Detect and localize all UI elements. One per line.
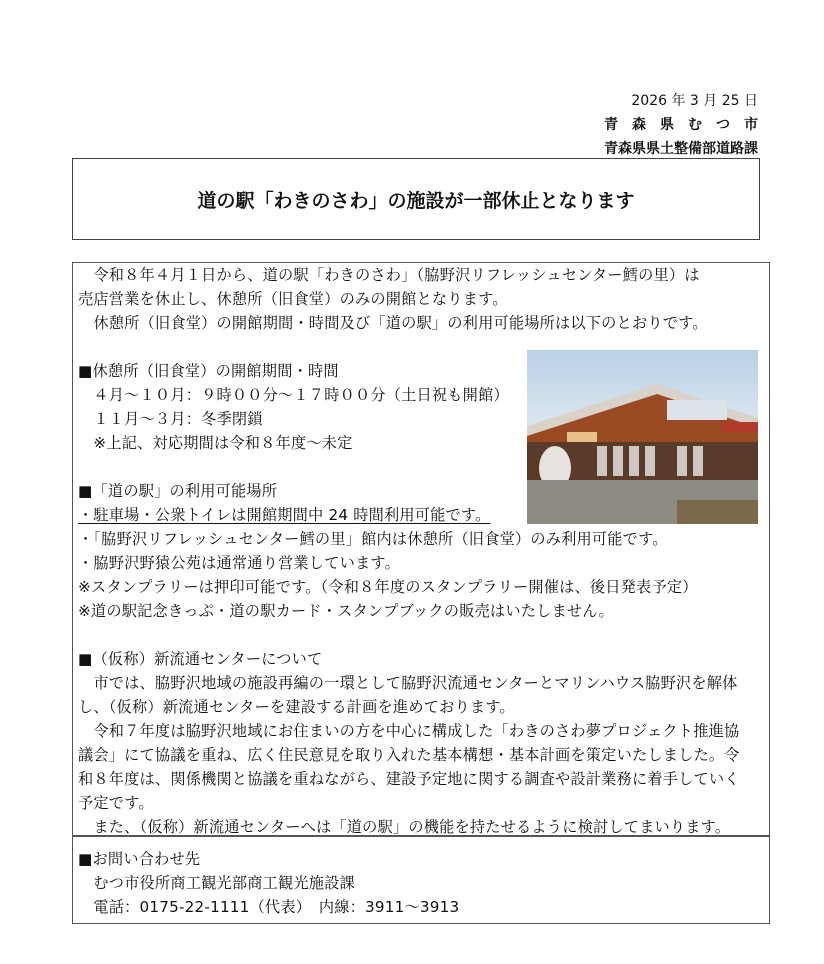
hours-line: １１月～３月：冬季閉鎖 [78, 410, 263, 428]
issuer-dept: 青森県県土整備部道路課 [604, 141, 758, 157]
center-line: 議会」にて協議を重ね、広く住民意見を取り入れた基本構想・基本計画を策定いたしました。令 [78, 746, 740, 764]
date: 2026 年 3 月 25 日 [631, 93, 758, 109]
contact-office: むつ市役所商工観光部商工観光施設課 [78, 874, 355, 892]
contact-phone: 電話：0175-22-1111（代表） 内線：3911～3913 [78, 898, 460, 916]
hours-line: ４月～１０月：９時００分～１７時００分（土日祝も開館） [78, 386, 509, 404]
center-line: また、（仮称）新流通センターへは「道の駅」の機能を持たせるように検討してまいります。 [78, 818, 731, 836]
intro-line-2: 売店営業を休止し、休憩所（旧食堂）のみの開館となります。 [78, 290, 508, 308]
places-line: ・「脇野沢リフレッシュセンター鱈の里」館内は休憩所（旧食堂）のみ利用可能です。 [78, 530, 668, 548]
places-line: ※道の駅記念きっぷ・道の駅カード・スタンプブックの販売はいたしません。 [78, 602, 614, 620]
contact-heading: ■お問い合わせ先 [78, 850, 201, 868]
places-line: ※スタンプラリーは押印可能です。（令和８年度のスタンプラリー開催は、後日発表予定） [78, 578, 698, 596]
intro-line-3: 休憩所（旧食堂）の開館期間・時間及び「道の駅」の利用可能場所は以下のとおりです。 [78, 314, 708, 332]
issuer-city: 青 森 県 む つ 市 [604, 117, 758, 133]
center-line: 予定です。 [78, 794, 154, 812]
building-image [527, 350, 758, 524]
intro-line-1: 令和８年４月１日から、道の駅「わきのさわ」（脇野沢リフレッシュセンター鱈の里）は [78, 266, 700, 284]
hours-heading: ■休憩所（旧食堂）の開館期間・時間 [78, 362, 339, 380]
places-line: ・脇野沢野猿公苑は通常通り営業しています。 [78, 554, 400, 572]
center-line: 和８年度は、関係機関と協議を重ねながら、建設予定地に関する調査や設計業務に着手していく [78, 770, 740, 788]
facility-photo [527, 350, 758, 524]
center-line: し、（仮称）新流通センターを建設する計画を進めております。 [78, 698, 515, 716]
center-line: 市では、脇野沢地域の施設再編の一環として脇野沢流通センターとマリンハウス脇野沢を解体 [78, 674, 738, 692]
document-title [72, 158, 760, 240]
hours-line: ※上記、対応期間は令和８年度～未定 [78, 434, 353, 452]
title-text: 道の駅「わきのさわ」の施設が一部休止となります [197, 189, 635, 212]
places-heading: ■「道の駅」の利用可能場所 [78, 482, 278, 500]
places-line: ・駐車場・公衆トイレは開館期間中 24 時間利用可能です。 [78, 506, 491, 524]
center-heading: ■（仮称）新流通センターについて [78, 650, 323, 668]
center-line: 令和７年度は脇野沢地域にお住まいの方を中心に構成した「わきのさわ夢プロジェクト推進協 [78, 722, 740, 740]
